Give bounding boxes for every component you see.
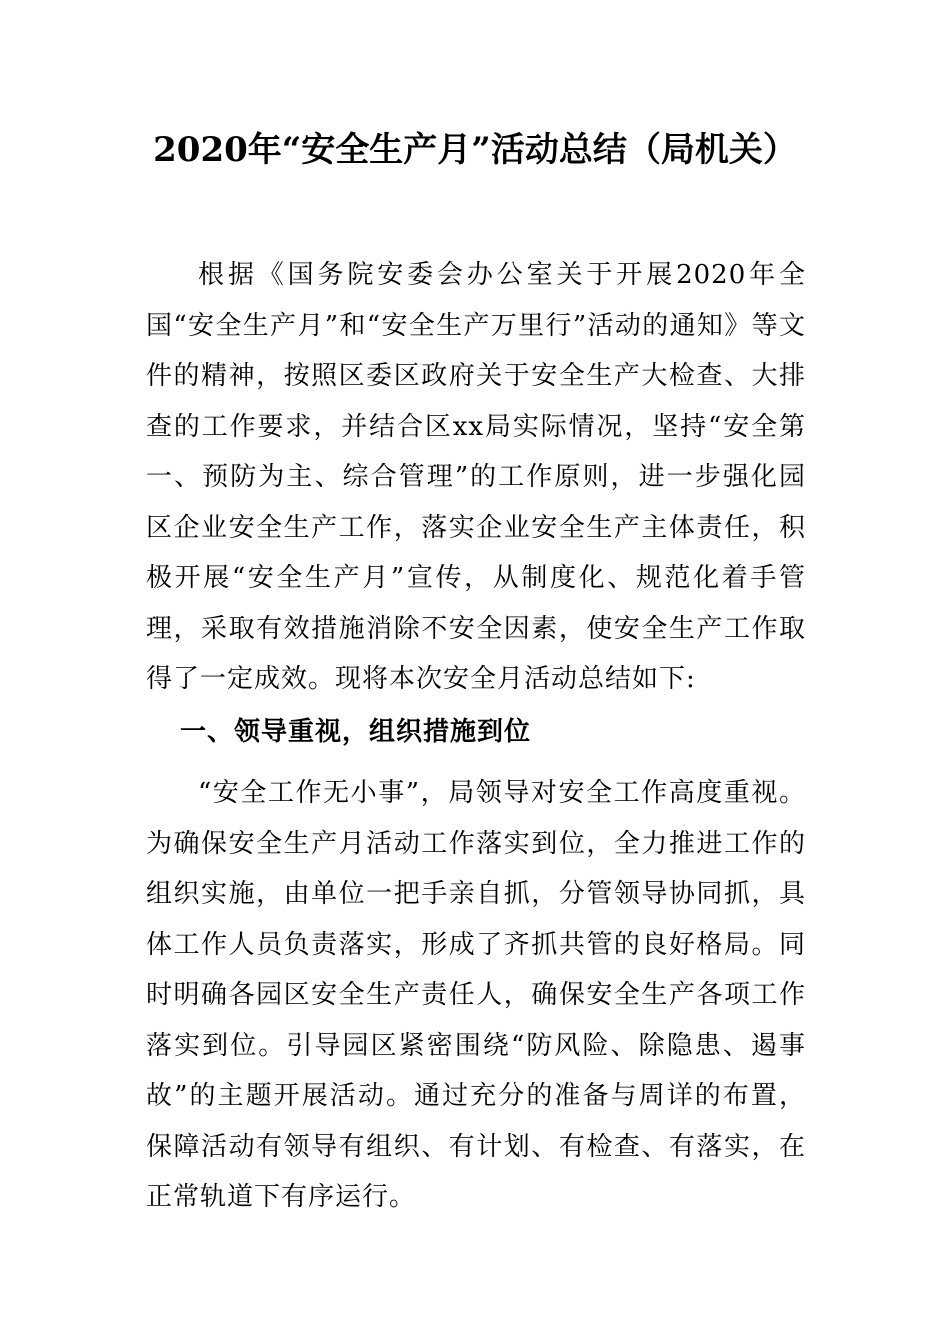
section-heading: 一、领导重视，组织措施到位: [180, 717, 532, 747]
intro-paragraph: 根据《国务院安委会办公室关于开展2020年全国“安全生产月”和“安全生产万里行”活动的通知》等文件的精神，按照区委区政府关于安全生产大检查、大排查的工作要求，并结合区xx局实际情况，坚持“安全第一、预防为主、综合管理”的工作原则，进一步强化园区企业安全生产工作，落实企业安全生产主体责任，积极开展“安全生产月”宣传，从制度化、规范化着手管理，采取有效措施消除不安全因素，使安全生产工作取得了一定成效。现将本次安全月活动总结如下:: [146, 260, 806, 694]
section-paragraph: “安全工作无小事”，局领导对安全工作高度重视。为确保安全生产月活动工作落实到位，全力推进工作的组织实施，由单位一把手亲自抓，分管领导协同抓，具体工作人员负责落实，形成了齐抓共管的良好格局。同时明确各园区安全生产责任人，确保安全生产各项工作落实到位。引导园区紧密围绕“防风险、除隐患、遏事故”的主题开展活动。通过充分的准备与周详的布置，保障活动有领导有组织、有计划、有检查、有落实，在正常轨道下有序运行。: [146, 778, 806, 1212]
document-title: 2020年“安全生产月”活动总结（局机关）: [153, 130, 797, 170]
